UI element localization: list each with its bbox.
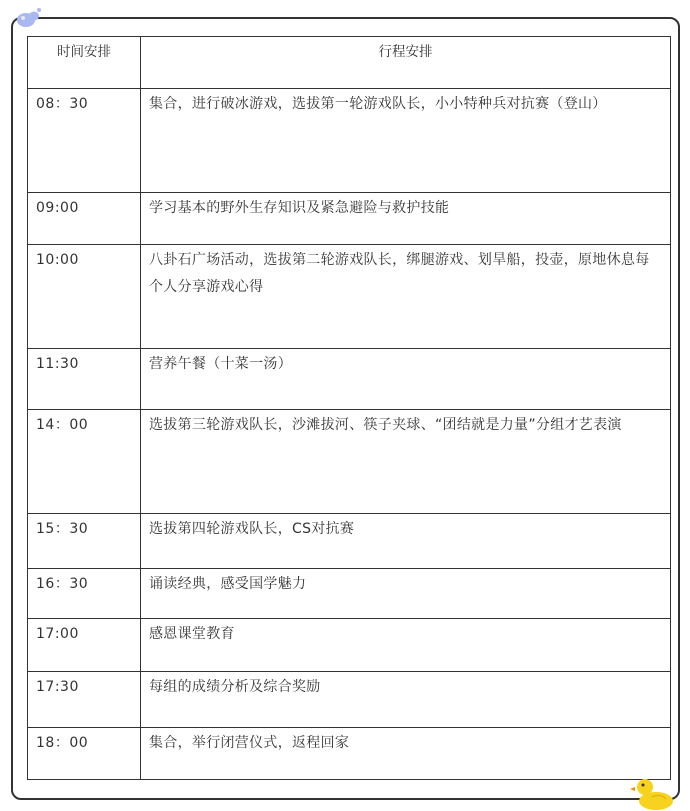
activity-cell xyxy=(141,245,671,349)
activity-text: 选拔第三轮游戏队长，沙滩拔河、筷子夹球、“团结就是力量”分组才艺表演 xyxy=(149,417,622,433)
table-row xyxy=(28,619,671,672)
time-cell xyxy=(28,728,141,780)
activity-text: 诵读经典，感受国学魅力 xyxy=(149,576,307,592)
time-cell xyxy=(28,672,141,728)
table-row xyxy=(28,89,671,193)
table-row xyxy=(28,245,671,349)
activity-text: 集合，进行破冰游戏，选拔第一轮游戏队长，小小特种兵对抗赛（登山） xyxy=(149,96,607,112)
time-text: 08：30 xyxy=(36,96,89,112)
header-time: 时间安排 xyxy=(28,37,141,89)
time-cell xyxy=(28,349,141,410)
header-activity: 行程安排 xyxy=(141,37,671,89)
activity-cell xyxy=(141,89,671,193)
activity-cell xyxy=(141,569,671,619)
table-row xyxy=(28,672,671,728)
activity-cell xyxy=(141,410,671,514)
time-cell xyxy=(28,569,141,619)
time-cell xyxy=(28,514,141,569)
time-cell xyxy=(28,89,141,193)
activity-cell xyxy=(141,728,671,780)
activity-cell xyxy=(141,193,671,245)
activity-text: 感恩课堂教育 xyxy=(149,626,235,642)
table-row xyxy=(28,514,671,569)
activity-cell xyxy=(141,349,671,410)
activity-text: 集合，举行闭营仪式，返程回家 xyxy=(149,735,350,751)
table-row xyxy=(28,569,671,619)
time-text: 10:00 xyxy=(36,252,79,268)
time-text: 17:00 xyxy=(36,626,79,642)
time-text: 15：30 xyxy=(36,521,89,537)
table-header-row xyxy=(28,37,671,89)
schedule-table xyxy=(27,36,671,780)
activity-cell xyxy=(141,619,671,672)
time-cell xyxy=(28,193,141,245)
table-row xyxy=(28,728,671,780)
activity-text: 选拔第四轮游戏队长，CS对抗赛 xyxy=(149,521,355,537)
rubber-duck-icon xyxy=(630,775,676,811)
time-text: 09:00 xyxy=(36,200,79,216)
time-text: 17:30 xyxy=(36,679,79,695)
table-row xyxy=(28,193,671,245)
activity-cell xyxy=(141,514,671,569)
table-row xyxy=(28,349,671,410)
activity-cell xyxy=(141,672,671,728)
activity-text: 营养午餐（十菜一汤） xyxy=(149,356,292,372)
activity-text: 每组的成绩分析及综合奖励 xyxy=(149,679,321,695)
bubble-icon xyxy=(13,6,43,28)
table-row xyxy=(28,410,671,514)
time-text: 11:30 xyxy=(36,356,79,372)
time-cell xyxy=(28,245,141,349)
activity-text: 八卦石广场活动，选拔第二轮游戏队长，绑腿游戏、划旱船，投壶，原地休息每个人分享游戏心得 xyxy=(149,252,650,295)
activity-text: 学习基本的野外生存知识及紧急避险与救护技能 xyxy=(149,200,450,216)
time-text: 16：30 xyxy=(36,576,89,592)
time-cell xyxy=(28,410,141,514)
time-text: 18：00 xyxy=(36,735,89,751)
time-text: 14：00 xyxy=(36,417,89,433)
time-cell xyxy=(28,619,141,672)
